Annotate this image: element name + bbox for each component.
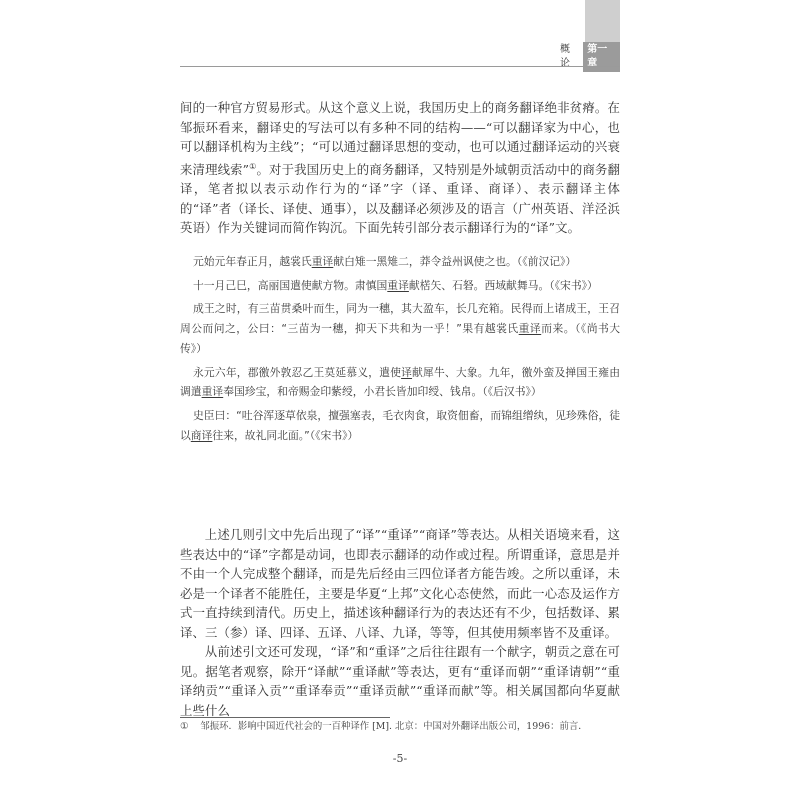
paragraph-2: 上述几则引文中先后出现了“译”“重译”“商译”等表达。从相关语境来看，这些表达中的“译”字都是动词，也即表示翻译的动作或过程。所谓重译，意思是并不由一个人完成整个翻译，而是先后经由三四位译者方能告竣。之所以重译，未必是一个译者不能胜任，主要是华夏“上邦”文化心态使然，而此一心态及运作方式一直持续到清代。历史上，描述该种翻译行为的表达还有不少，包括数译、累译、三（参）译、四译、五译、八译、九译，等等，但其使用频率皆不及重译。 [180,527,620,640]
paragraph-3: 从前述引文还可发现，“译”和“重译”之后往往跟有一个献字，朝贡之意在可见。据笔者观察，除开“译献”“重译献”等表达，更有“重译而朝”“重译请朝”“重译纳贡”“重译入贡”“重译奉贡”“重译贡献”“重译而献”等。相关属国都向华夏献上些什么 [180,644,620,718]
header-section: 概论 [560,44,570,69]
header-chapter: 第一章 [583,42,620,72]
running-header [560,44,620,69]
header-rule [180,66,620,67]
chapter-tab-strip [585,0,620,47]
quote-3: 成王之时，有三苗贯桑叶而生，同为一穗，其大盈车，长几充箱。民得而上诸成王，王召周公而问之，公曰：“三苗为一穗，抑天下共和为一乎！”果有越裳氏重译而来。（《尚书大传》） [180,302,621,355]
footnote-number: ① [180,721,189,732]
footnote [180,720,620,734]
paragraph-1: 间的一种官方贸易形式。从这个意义上说，我国历史上的商务翻译绝非贫瘠。在邹振环看来，翻译史的写法可以有多种不同的结构——“可以翻译家为中心，也可以翻译机构为主线”；“可以通过翻译思想的变动，也可以通过翻译运动的兴衰来清理线索”①。对于我国历史上的商务翻译，又特别是外域朝贡活动中的商务翻译，笔者拟以表示动作行为的“译”字（译、重译、商译）、表示翻译主体的“译”者（译长、译使、通事），以及翻译必须涉及的语言（广州英语、洋泾浜英语）作为关键词而简作钩沉。下面先转引部分表示翻译行为的“译”文。 [180,100,621,236]
quotation-block [180,252,620,449]
quote-2: 十一月己巳，高丽国遣使献方物。肃慎国重译献楛矢、石砮。西域献舞马。（《宋书》） [192,278,598,292]
footnote-rule [180,717,390,718]
quote-1: 元始元年春正月，越裳氏重译献白雉一黑雉二，莽令益州讽使之也。（《前汉记》） [192,255,577,268]
quote-5: 史臣曰：“吐谷浑逐草依泉，擅强塞表，毛衣肉食，取资佃畜，而锦组缯纨，见珍殊俗，徒以商译往来，故礼同北面。”（《宋书》） [180,408,620,442]
page-number: -5- [392,752,408,765]
footnote-text: 邹振环．影响中国近代社会的一百种译作 [M]. 北京：中国对外翻译出版公司，1996：前言． [200,721,588,732]
quote-4: 永元六年，郡徼外敦忍乙王莫延慕义，遣使译献犀牛、大象。九年，徼外蛮及掸国王雍由调遣重译奉国珍宝，和帝赐金印紫绶，小君长皆加印绶、钱帛。（《后汉书》） [180,365,621,399]
footnote-marker[interactable]: ① [249,161,257,171]
